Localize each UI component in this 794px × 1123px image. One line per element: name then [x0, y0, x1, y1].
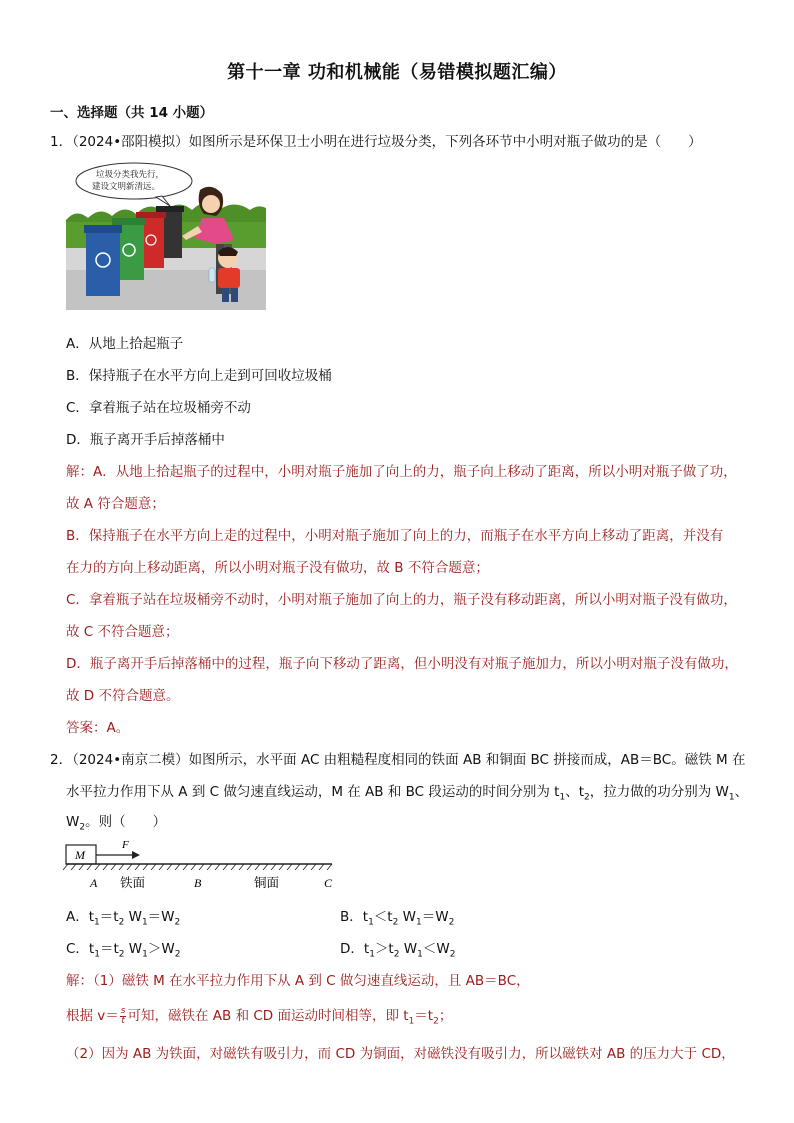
velocity-fraction: $\frac{s}{t}$	[120, 1005, 126, 1026]
q1-option-c[interactable]: C．拿着瓶子站在垃圾桶旁不动	[66, 400, 251, 416]
recycling-illustration	[66, 160, 266, 310]
q1-solution-c-line2: 故 C 不符合题意；	[66, 624, 179, 640]
copper-surface-label: 铜面	[254, 875, 280, 890]
force-label: F	[122, 839, 129, 851]
q2-option-c[interactable]: C．$t_1=t_2$ $W_1>W_2$	[66, 941, 181, 960]
q2-option-a[interactable]: A．$t_1=t_2$ $W_1=W_2$	[66, 909, 181, 928]
q2-option-d[interactable]: D．$t_1>t_2$ $W_1<W_2$	[340, 941, 456, 960]
point-c-label: C	[324, 876, 333, 890]
surface-hatching	[63, 864, 332, 870]
q2-solution-line2: 根据 v＝ $\frac{s}{t}$ 可知，磁铁在 AB 和 CD 面运动时间相等，即 $t_1=t_2$；	[66, 1005, 453, 1027]
q2-stem-line1: 2．（2024•南京二模）如图所示，水平面 AC 由粗糙程度相同的铁面 AB 和铜面 BC 拼接而成，AB＝BC。磁铁 M 在	[50, 752, 746, 768]
q2-solution-line3: （2）因为 AB 为铁面，对磁铁有吸引力，而 CD 为铜面，对磁铁没有吸引力，所以磁铁对 AB 的压力大于 CD，	[66, 1046, 735, 1062]
q2-stem-line2: 水平拉力作用下从 A 到 C 做匀速直线运动，M 在 AB 和 BC 段运动的时间分别为 $t_1$、$t_2$，拉力做的功分别为 $W_1$、	[66, 784, 749, 803]
bubble-text-1: 垃圾分类我先行，	[96, 169, 165, 179]
section-heading: 一、选择题（共 14 小题）	[50, 105, 214, 121]
q1-solution-a-line1: 解：A．从地上拾起瓶子的过程中，小明对瓶子施加了向上的力，瓶子向上移动了距离，所以小明对瓶子做了功，	[66, 464, 737, 480]
q1-stem: 1．（2024•邵阳模拟）如图所示是环保卫士小明在进行垃圾分类，下列各环节中小明对瓶子做功的是（ ）	[50, 134, 702, 150]
q1-option-d[interactable]: D．瓶子离开手后掉落桶中	[66, 432, 225, 448]
page-title: 第十一章 功和机械能（易错模拟题汇编）	[227, 62, 567, 83]
point-b-label: B	[194, 876, 202, 890]
q1-option-b[interactable]: B．保持瓶子在水平方向上走到可回收垃圾桶	[66, 368, 332, 384]
iron-surface-label: 铁面	[120, 875, 146, 890]
q1-answer: 答案：A。	[66, 720, 130, 736]
point-a-label: A	[90, 876, 98, 890]
q1-solution-a-line2: 故 A 符合题意；	[66, 496, 165, 512]
q2-option-b[interactable]: B．$t_1<t_2$ $W_1=W_2$	[340, 909, 455, 928]
magnet-surface-diagram	[62, 838, 342, 894]
q1-solution-d-line2: 故 D 不符合题意。	[66, 688, 180, 704]
q1-solution-d-line1: D．瓶子离开手后掉落桶中的过程，瓶子向下移动了距离，但小明没有对瓶子施加力，所以小明对瓶子没有做功，	[66, 656, 738, 672]
q1-solution-c-line1: C．拿着瓶子站在垃圾桶旁不动时，小明对瓶子施加了向上的力，瓶子没有移动距离，所以小明对瓶子没有做功，	[66, 592, 737, 608]
q1-solution-b-line1: B．保持瓶子在水平方向上走的过程中，小明对瓶子施加了向上的力，而瓶子在水平方向上移动了距离，并没有	[66, 528, 724, 544]
q2-solution-line1: 解：（1）磁铁 M 在水平拉力作用下从 A 到 C 做匀速直线运动，且 AB＝BC，	[66, 973, 530, 989]
q1-option-a[interactable]: A．从地上拾起瓶子	[66, 336, 184, 352]
q2-stem-line3: $W_2$。则（ ）	[66, 814, 167, 833]
block-label: M	[75, 848, 85, 862]
bubble-text-2: 建设文明新清远。	[92, 181, 161, 191]
q1-solution-b-line2: 在力的方向上移动距离，所以小明对瓶子没有做功，故 B 不符合题意；	[66, 560, 489, 576]
